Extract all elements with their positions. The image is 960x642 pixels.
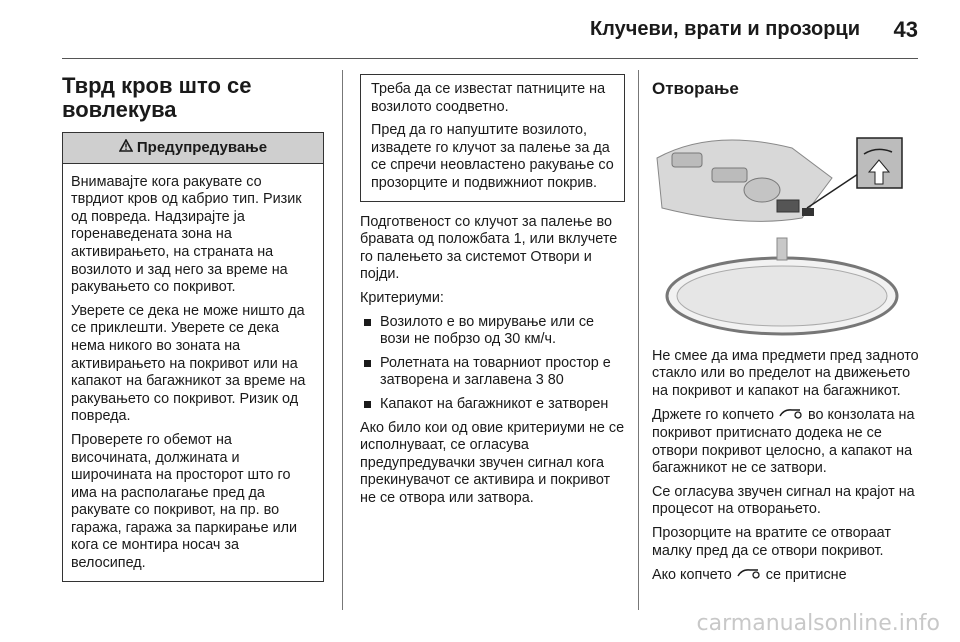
body-paragraph: Држете го копчето во конзолата на покривот притиснато додека не се отвори покривот целосно, а капакот на багажникот не се затвори. (652, 407, 915, 477)
warning-box (62, 132, 324, 582)
warning-body (63, 164, 323, 581)
chapter-title: Клучеви, врати и прозорци (589, 18, 860, 40)
roof-open-icon (778, 406, 804, 424)
body-paragraph: Не смее да има предмети пред задното стакло или во пределот на движењето на покривот и капакот на багажникот. (652, 347, 919, 399)
criteria-label: Критериуми: (360, 289, 444, 306)
page-reference-link[interactable]: 3 80 (535, 372, 564, 389)
warning-triangle-icon (119, 139, 133, 157)
header-divider (62, 58, 918, 59)
list-item: Ролетната на товарниот простор е затворена и заглавена 3 80 (360, 355, 625, 390)
bullet-icon (364, 319, 371, 326)
column-divider-1 (342, 70, 343, 610)
page-number: 43 (893, 17, 918, 42)
body-paragraph: Подготвеност со клучот за палење во бравата од положбата 1, или вклучете го палењето за системот Отвори и појди. (360, 213, 618, 283)
bullet-icon (364, 401, 371, 408)
bullet-icon (364, 360, 371, 367)
body-paragraph: Се огласува звучен сигнал на крајот на процесот на отворањето. (652, 483, 915, 518)
note-paragraph: Треба да се известат патниците на возилото соодветно. (371, 81, 606, 115)
note-box (360, 74, 625, 202)
note-paragraph: Пред да го напуштите возилото, извадете го клучот за палење за да се спречи неовластено ракување со прозорците и подвижниот покрив. (371, 122, 614, 191)
body-paragraph: Ако копчето се притисне (652, 567, 847, 584)
criteria-list (360, 314, 625, 414)
warning-heading-text: Предупредување (136, 139, 268, 156)
page-header (0, 0, 960, 58)
column-3 (652, 74, 927, 591)
section-title: Тврд кров што се вовлекува (62, 73, 252, 122)
roof-open-icon (736, 566, 762, 584)
column-1 (62, 74, 324, 582)
list-item: Капакот на багажникот е затворен (360, 396, 625, 414)
body-paragraph: Ако било кои од овие критериуми не се исполнуваат, се огласува предупредувачки звучен сигнал кога прекинувачот се активира и покривот не се отвора или затвора. (360, 419, 625, 506)
body-paragraph: Прозорците на вратите се отвораат малку пред да се отвори покривот. (652, 524, 891, 559)
roof-console-illustration (652, 108, 927, 338)
list-item: Возилото е во мирување или се вози не побрзо од 30 км/ч. (360, 314, 625, 349)
watermark: carmanualsonline.info (696, 611, 940, 636)
warning-paragraph: Уверете се дека не може ништо да се приклешти. Уверете се дека нема никого во зоната на активирањето на покривот или на капакот на багажникот за време на ракувањето со покривот. Ризик од повреда. (71, 302, 306, 425)
warning-paragraph: Проверете го обемот на височината, должината и широчината на просторот што го има на располагање пред да ракувате со покривот, на пр. во гаража, гаража за паркирање или кога се монтира носач за велосипед. (71, 431, 298, 572)
column-divider-2 (638, 70, 639, 610)
column-2 (360, 74, 625, 513)
warning-heading (63, 133, 323, 164)
warning-paragraph: Внимавајте кога ракувате со тврдиот кров од кабрио тип. Ризик од повреда. Надзирајте ја горенаведената зона на активирањето, на страната на возилото и зад него за време на ракувањето со покривот. (71, 173, 302, 296)
subsection-title: Отворање (652, 79, 739, 98)
